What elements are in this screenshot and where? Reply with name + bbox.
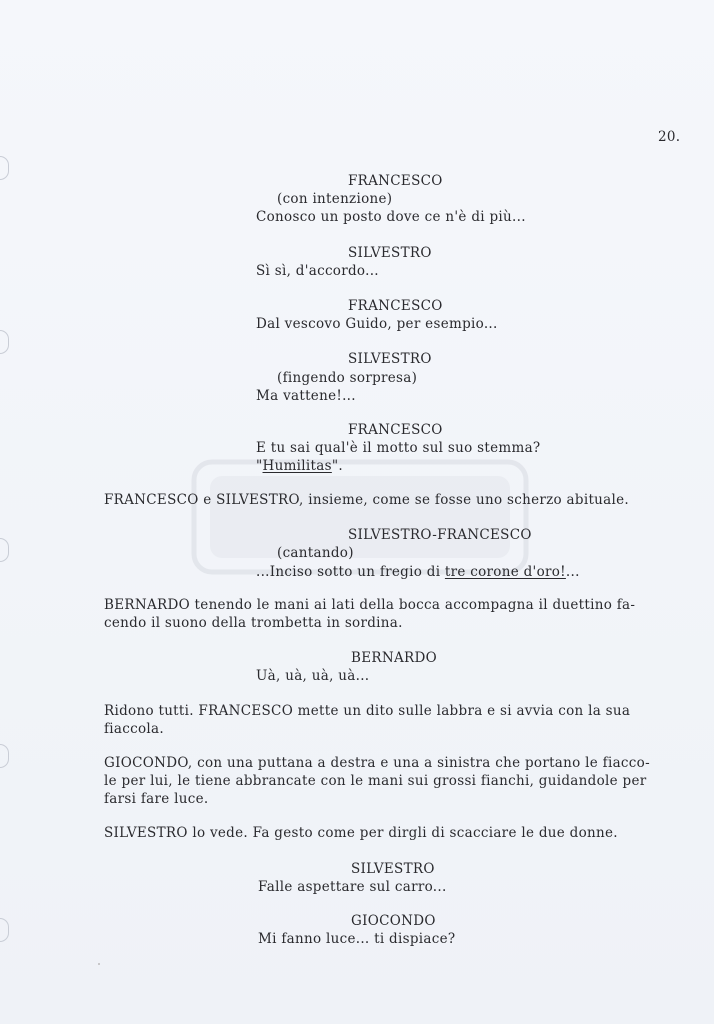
character-name: BERNARDO — [351, 650, 437, 666]
underlined-motto: Humilitas — [262, 458, 332, 474]
action-line: farsi fare luce. — [104, 791, 209, 807]
character-name: FRANCESCO — [348, 422, 443, 438]
action-line: cendo il suono della trombetta in sordina. — [104, 615, 403, 631]
paper-speck — [98, 963, 100, 965]
character-name: GIOCONDO — [351, 913, 436, 929]
binder-hole — [0, 156, 9, 180]
action-line: BERNARDO tenendo le mani ai lati della bocca accompagna il duettino fa- — [104, 597, 636, 613]
action-line: FRANCESCO e SILVESTRO, insieme, come se fosse uno scherzo abituale. — [104, 492, 630, 508]
quote-close: ". — [331, 458, 343, 474]
dialogue-line: Dal vescovo Guido, per esempio... — [256, 316, 498, 332]
action-line: fiaccola. — [104, 721, 164, 737]
binder-hole — [0, 918, 9, 942]
quote-open: " — [256, 458, 263, 474]
watermark-stamp — [190, 458, 530, 576]
lyric-end: ... — [565, 564, 580, 580]
dialogue-line — [256, 458, 343, 475]
action-line: SILVESTRO lo vede. Fa gesto come per dirgli di scacciare le due donne. — [104, 825, 618, 841]
dialogue-line: Sì sì, d'accordo... — [256, 263, 379, 279]
page-number: 20. — [658, 129, 681, 145]
character-name: SILVESTRO-FRANCESCO — [348, 527, 532, 543]
action-line: GIOCONDO, con una puttana a destra e una a sinistra che portano le fiacco- — [104, 755, 650, 771]
character-name: SILVESTRO — [351, 861, 435, 877]
character-name: SILVESTRO — [348, 245, 432, 261]
dialogue-line: Mi fanno luce... ti dispiace? — [258, 931, 456, 947]
character-name: FRANCESCO — [348, 173, 443, 189]
lyric-start: ...Inciso sotto un fregio di — [256, 564, 445, 580]
binder-hole — [0, 538, 9, 562]
dialogue-line: Uà, uà, uà, uà... — [256, 668, 370, 684]
action-line: Ridono tutti. FRANCESCO mette un dito sulle labbra e si avvia con la sua — [104, 703, 631, 719]
dialogue-line — [256, 564, 580, 581]
underlined-lyric: tre corone d'oro! — [444, 564, 566, 580]
stage-direction: (cantando) — [277, 545, 354, 561]
stage-direction: (fingendo sorpresa) — [277, 370, 418, 386]
dialogue-line: Falle aspettare sul carro... — [258, 879, 447, 895]
character-name: FRANCESCO — [348, 298, 443, 314]
action-line: le per lui, le tiene abbrancate con le mani sui grossi fianchi, guidandole per — [104, 773, 647, 789]
dialogue-line: Ma vattene!... — [256, 388, 356, 404]
binder-hole — [0, 330, 9, 354]
dialogue-line: Conosco un posto dove ce n'è di più... — [256, 209, 526, 225]
stage-direction: (con intenzione) — [277, 191, 393, 207]
dialogue-line: E tu sai qual'è il motto sul suo stemma? — [256, 440, 541, 456]
character-name: SILVESTRO — [348, 351, 432, 367]
binder-hole — [0, 744, 9, 768]
